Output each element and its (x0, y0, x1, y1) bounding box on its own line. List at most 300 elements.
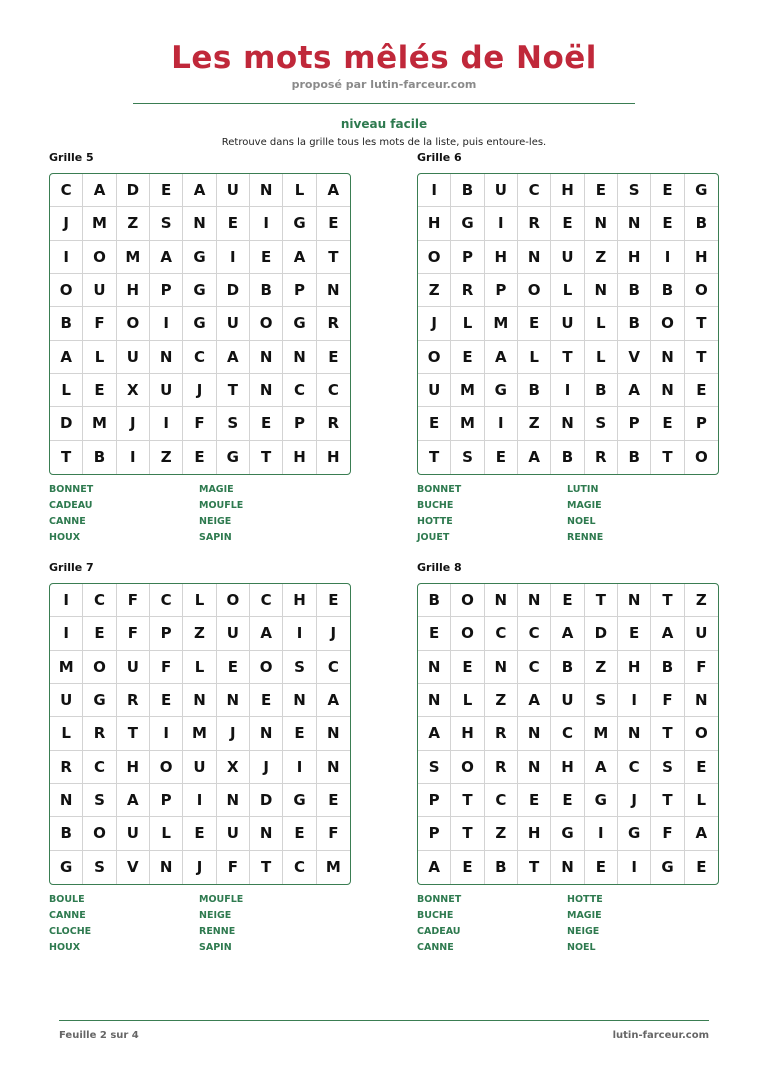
grid-cell[interactable]: M (50, 651, 83, 684)
grid-cell[interactable]: N (317, 717, 350, 750)
grid-cell[interactable]: H (283, 584, 316, 617)
grid-cell[interactable]: P (618, 407, 651, 440)
grid-cell[interactable]: G (618, 817, 651, 850)
grid-cell[interactable]: G (485, 374, 518, 407)
grid-cell[interactable]: U (183, 751, 216, 784)
grid-cell[interactable]: B (618, 274, 651, 307)
grid-cell[interactable]: H (117, 274, 150, 307)
grid-cell[interactable]: A (183, 174, 216, 207)
grid-cell[interactable]: X (117, 374, 150, 407)
grid-cell[interactable]: T (651, 584, 684, 617)
grid-cell[interactable]: P (418, 817, 451, 850)
grid-cell[interactable]: H (518, 817, 551, 850)
grid-cell[interactable]: I (485, 207, 518, 240)
grid-cell[interactable]: I (585, 817, 618, 850)
grid-cell[interactable]: R (50, 751, 83, 784)
grid-cell[interactable]: E (651, 174, 684, 207)
grid-cell[interactable]: M (451, 374, 484, 407)
grid-cell[interactable]: J (183, 851, 216, 884)
grid-cell[interactable]: E (317, 584, 350, 617)
grid-cell[interactable]: E (685, 751, 718, 784)
grid-cell[interactable]: B (83, 441, 116, 474)
grid-cell[interactable]: I (50, 584, 83, 617)
grid-cell[interactable]: F (317, 817, 350, 850)
grid-cell[interactable]: U (117, 817, 150, 850)
grid-cell[interactable]: L (150, 817, 183, 850)
grid-cell[interactable]: C (317, 651, 350, 684)
grid-cell[interactable]: E (183, 817, 216, 850)
grid-cell[interactable]: V (618, 341, 651, 374)
grid-cell[interactable]: E (685, 374, 718, 407)
grid-cell[interactable]: P (150, 617, 183, 650)
grid-cell[interactable]: O (83, 817, 116, 850)
grid-cell[interactable]: O (217, 584, 250, 617)
grid-cell[interactable]: U (551, 307, 584, 340)
grid-cell[interactable]: E (651, 407, 684, 440)
grid-cell[interactable]: U (551, 684, 584, 717)
grid-cell[interactable]: A (117, 784, 150, 817)
grid-cell[interactable]: E (183, 441, 216, 474)
grid-cell[interactable]: F (651, 684, 684, 717)
grid-cell[interactable]: H (451, 717, 484, 750)
grid-cell[interactable]: A (418, 717, 451, 750)
grid-cell[interactable]: N (150, 341, 183, 374)
grid-cell[interactable]: C (183, 341, 216, 374)
grid-cell[interactable]: R (585, 441, 618, 474)
grid-cell[interactable]: E (651, 207, 684, 240)
grid-cell[interactable]: I (150, 307, 183, 340)
grid-cell[interactable]: O (83, 241, 116, 274)
grid-cell[interactable]: B (50, 817, 83, 850)
grid-cell[interactable]: G (50, 851, 83, 884)
grid-cell[interactable]: F (83, 307, 116, 340)
grid-cell[interactable]: L (83, 341, 116, 374)
grid-cell[interactable]: E (451, 851, 484, 884)
grid-cell[interactable]: T (651, 441, 684, 474)
grid-cell[interactable]: E (150, 174, 183, 207)
grid-cell[interactable]: P (485, 274, 518, 307)
grid-cell[interactable]: N (551, 407, 584, 440)
grid-cell[interactable]: R (518, 207, 551, 240)
grid-cell[interactable]: C (518, 174, 551, 207)
grid-cell[interactable]: S (83, 851, 116, 884)
grid-cell[interactable]: R (317, 307, 350, 340)
grid-cell[interactable]: D (117, 174, 150, 207)
grid-cell[interactable]: T (50, 441, 83, 474)
grid-cell[interactable]: H (551, 174, 584, 207)
grid-cell[interactable]: J (250, 751, 283, 784)
grid-cell[interactable]: D (50, 407, 83, 440)
grid-cell[interactable]: P (283, 407, 316, 440)
grid-cell[interactable]: E (518, 784, 551, 817)
grid-cell[interactable]: N (618, 207, 651, 240)
grid-cell[interactable]: N (250, 374, 283, 407)
grid-cell[interactable]: G (183, 274, 216, 307)
grid-cell[interactable]: G (183, 307, 216, 340)
grid-cell[interactable]: L (585, 341, 618, 374)
grid-cell[interactable]: E (451, 341, 484, 374)
grid-cell[interactable]: G (451, 207, 484, 240)
grid-cell[interactable]: E (418, 407, 451, 440)
grid-cell[interactable]: A (83, 174, 116, 207)
grid-cell[interactable]: G (283, 307, 316, 340)
grid-cell[interactable]: C (485, 784, 518, 817)
grid-cell[interactable]: N (317, 751, 350, 784)
grid-cell[interactable]: U (117, 341, 150, 374)
grid-cell[interactable]: P (150, 274, 183, 307)
grid-cell[interactable]: O (250, 307, 283, 340)
grid-cell[interactable]: O (518, 274, 551, 307)
grid-cell[interactable]: B (618, 307, 651, 340)
grid-cell[interactable]: O (451, 617, 484, 650)
grid-cell[interactable]: C (250, 584, 283, 617)
grid-cell[interactable]: T (518, 851, 551, 884)
grid-cell[interactable]: L (551, 274, 584, 307)
grid-cell[interactable]: N (518, 717, 551, 750)
grid-cell[interactable]: G (651, 851, 684, 884)
grid-cell[interactable]: E (618, 617, 651, 650)
grid-cell[interactable]: E (551, 784, 584, 817)
grid-cell[interactable]: Z (485, 817, 518, 850)
grid-cell[interactable]: T (551, 341, 584, 374)
grid-cell[interactable]: O (418, 341, 451, 374)
grid-cell[interactable]: M (585, 717, 618, 750)
grid-cell[interactable]: Z (418, 274, 451, 307)
grid-cell[interactable]: Z (585, 651, 618, 684)
grid-cell[interactable]: V (117, 851, 150, 884)
grid-cell[interactable]: S (451, 441, 484, 474)
grid-cell[interactable]: M (325, 858, 341, 877)
grid-cell[interactable]: T (685, 307, 718, 340)
grid-cell[interactable]: N (317, 274, 350, 307)
grid-cell[interactable]: C (283, 374, 316, 407)
grid-cell[interactable]: B (651, 274, 684, 307)
grid-cell[interactable]: P (418, 784, 451, 817)
grid-cell[interactable]: L (518, 341, 551, 374)
grid-cell[interactable]: H (551, 751, 584, 784)
grid-cell[interactable]: M (485, 307, 518, 340)
grid-cell[interactable]: H (685, 241, 718, 274)
grid-cell[interactable]: T (651, 784, 684, 817)
grid-cell[interactable]: R (317, 407, 350, 440)
grid-cell[interactable]: Z (685, 584, 718, 617)
grid-cell[interactable]: E (283, 817, 316, 850)
grid-cell[interactable]: U (485, 174, 518, 207)
grid-cell[interactable]: C (83, 751, 116, 784)
grid-cell[interactable]: I (150, 717, 183, 750)
grid-cell[interactable]: Z (518, 407, 551, 440)
grid-cell[interactable]: S (585, 407, 618, 440)
grid-cell[interactable]: B (551, 651, 584, 684)
grid-cell[interactable]: L (283, 174, 316, 207)
grid-cell[interactable]: O (117, 307, 150, 340)
grid-cell[interactable]: D (250, 784, 283, 817)
grid-cell[interactable]: G (283, 207, 316, 240)
grid-cell[interactable]: E (83, 374, 116, 407)
grid-cell[interactable]: G (283, 784, 316, 817)
grid-cell[interactable]: A (651, 617, 684, 650)
grid-cell[interactable]: H (327, 448, 340, 467)
grid-cell[interactable]: E (250, 407, 283, 440)
grid-cell[interactable]: R (485, 751, 518, 784)
grid-cell[interactable]: N (618, 717, 651, 750)
grid-cell[interactable]: E (418, 617, 451, 650)
grid-cell[interactable]: P (451, 241, 484, 274)
grid-cell[interactable]: E (217, 651, 250, 684)
grid-cell[interactable]: F (217, 851, 250, 884)
grid-cell[interactable]: B (451, 174, 484, 207)
grid-cell[interactable]: M (451, 407, 484, 440)
grid-cell[interactable]: H (618, 651, 651, 684)
grid-cell[interactable]: A (283, 241, 316, 274)
grid-cell[interactable]: F (150, 651, 183, 684)
grid-cell[interactable]: N (618, 584, 651, 617)
grid-cell[interactable]: B (651, 651, 684, 684)
grid-cell[interactable]: C (485, 617, 518, 650)
grid-cell[interactable]: T (685, 341, 718, 374)
grid-cell[interactable]: N (485, 584, 518, 617)
grid-cell[interactable]: A (418, 851, 451, 884)
grid-cell[interactable]: G (585, 784, 618, 817)
grid-cell[interactable]: M (183, 717, 216, 750)
grid-cell[interactable]: N (150, 851, 183, 884)
grid-cell[interactable]: H (418, 207, 451, 240)
grid-cell[interactable]: L (183, 651, 216, 684)
grid-cell[interactable]: E (83, 617, 116, 650)
grid-cell[interactable]: N (651, 341, 684, 374)
grid-cell[interactable]: N (250, 817, 283, 850)
grid-cell[interactable]: O (250, 651, 283, 684)
grid-cell[interactable]: B (250, 274, 283, 307)
grid-cell[interactable]: G (217, 441, 250, 474)
grid-cell[interactable]: A (217, 341, 250, 374)
grid-cell[interactable]: C (83, 584, 116, 617)
grid-cell[interactable]: O (685, 717, 718, 750)
grid-cell[interactable]: I (183, 784, 216, 817)
grid-cell[interactable]: N (250, 174, 283, 207)
grid-cell[interactable]: E (250, 684, 283, 717)
grid-cell[interactable]: A (150, 241, 183, 274)
grid-cell[interactable]: A (317, 684, 350, 717)
grid-cell[interactable]: U (217, 174, 250, 207)
grid-cell[interactable]: E (451, 651, 484, 684)
grid-cell[interactable]: E (585, 851, 618, 884)
grid-cell[interactable]: N (651, 374, 684, 407)
grid-cell[interactable]: B (518, 374, 551, 407)
grid-cell[interactable]: E (317, 341, 350, 374)
grid-cell[interactable]: D (585, 617, 618, 650)
grid-cell[interactable]: H (283, 441, 316, 474)
grid-cell[interactable]: A (685, 817, 718, 850)
grid-cell[interactable]: Z (585, 241, 618, 274)
grid-cell[interactable]: S (283, 651, 316, 684)
grid-cell[interactable]: T (585, 584, 618, 617)
grid-cell[interactable]: F (117, 617, 150, 650)
grid-cell[interactable]: G (83, 684, 116, 717)
grid-cell[interactable]: E (250, 241, 283, 274)
grid-cell[interactable]: I (618, 684, 651, 717)
grid-cell[interactable]: U (150, 374, 183, 407)
grid-cell[interactable]: N (283, 341, 316, 374)
grid-cell[interactable]: S (83, 784, 116, 817)
grid-cell[interactable]: B (418, 584, 451, 617)
grid-cell[interactable]: I (50, 617, 83, 650)
grid-cell[interactable]: A (518, 684, 551, 717)
grid-cell[interactable]: M (117, 241, 150, 274)
grid-cell[interactable]: L (685, 784, 718, 817)
grid-cell[interactable]: A (50, 341, 83, 374)
grid-cell[interactable]: E (317, 207, 350, 240)
grid-cell[interactable]: E (150, 684, 183, 717)
grid-cell[interactable]: N (217, 684, 250, 717)
grid-cell[interactable]: B (618, 441, 651, 474)
grid-cell[interactable]: C (618, 751, 651, 784)
grid-cell[interactable]: C (518, 617, 551, 650)
grid-cell[interactable]: G (183, 241, 216, 274)
grid-cell[interactable]: C (50, 174, 83, 207)
grid-cell[interactable]: R (485, 717, 518, 750)
grid-cell[interactable]: O (83, 651, 116, 684)
grid-cell[interactable]: S (585, 684, 618, 717)
grid-cell[interactable]: O (150, 751, 183, 784)
grid-cell[interactable]: N (217, 784, 250, 817)
grid-cell[interactable]: J (217, 717, 250, 750)
grid-cell[interactable]: A (618, 374, 651, 407)
grid-cell[interactable]: U (117, 651, 150, 684)
grid-cell[interactable]: B (551, 441, 584, 474)
grid-cell[interactable]: I (618, 851, 651, 884)
grid-cell[interactable]: Z (117, 207, 150, 240)
grid-cell[interactable]: E (551, 207, 584, 240)
grid-cell[interactable]: H (618, 241, 651, 274)
grid-cell[interactable]: B (585, 374, 618, 407)
grid-cell[interactable]: S (618, 174, 651, 207)
grid-cell[interactable]: I (250, 207, 283, 240)
grid-cell[interactable]: O (651, 307, 684, 340)
grid-cell[interactable]: L (451, 307, 484, 340)
grid-cell[interactable]: O (451, 584, 484, 617)
grid-cell[interactable]: I (150, 407, 183, 440)
grid-cell[interactable]: N (418, 651, 451, 684)
grid-cell[interactable]: L (451, 684, 484, 717)
grid-cell[interactable]: C (150, 584, 183, 617)
grid-cell[interactable]: N (250, 341, 283, 374)
grid-cell[interactable]: C (551, 717, 584, 750)
grid-cell[interactable]: E (696, 858, 707, 877)
grid-cell[interactable]: E (217, 207, 250, 240)
grid-cell[interactable]: E (317, 784, 350, 817)
grid-cell[interactable]: N (518, 241, 551, 274)
grid-cell[interactable]: L (50, 374, 83, 407)
grid-cell[interactable]: A (317, 174, 350, 207)
grid-cell[interactable]: L (585, 307, 618, 340)
grid-cell[interactable]: M (83, 207, 116, 240)
grid-cell[interactable]: T (250, 851, 283, 884)
grid-cell[interactable]: P (283, 274, 316, 307)
grid-cell[interactable]: T (651, 717, 684, 750)
grid-cell[interactable]: H (117, 751, 150, 784)
grid-cell[interactable]: P (685, 407, 718, 440)
grid-cell[interactable]: X (217, 751, 250, 784)
grid-cell[interactable]: I (283, 617, 316, 650)
grid-cell[interactable]: E (518, 307, 551, 340)
grid-cell[interactable]: E (551, 584, 584, 617)
grid-cell[interactable]: U (685, 617, 718, 650)
grid-cell[interactable]: M (83, 407, 116, 440)
grid-cell[interactable]: J (317, 617, 350, 650)
grid-cell[interactable]: B (50, 307, 83, 340)
grid-cell[interactable]: T (451, 784, 484, 817)
grid-cell[interactable]: C (283, 851, 316, 884)
grid-cell[interactable]: I (283, 751, 316, 784)
grid-cell[interactable]: N (585, 207, 618, 240)
grid-cell[interactable]: J (418, 307, 451, 340)
grid-cell[interactable]: S (418, 751, 451, 784)
grid-cell[interactable]: E (485, 441, 518, 474)
grid-cell[interactable]: T (317, 241, 350, 274)
grid-cell[interactable]: J (117, 407, 150, 440)
grid-cell[interactable]: Z (150, 441, 183, 474)
grid-cell[interactable]: I (651, 241, 684, 274)
grid-cell[interactable]: F (117, 584, 150, 617)
grid-cell[interactable]: S (651, 751, 684, 784)
grid-cell[interactable]: A (551, 617, 584, 650)
grid-cell[interactable]: I (50, 241, 83, 274)
grid-cell[interactable]: C (317, 374, 350, 407)
grid-cell[interactable]: O (451, 751, 484, 784)
grid-cell[interactable]: B (685, 207, 718, 240)
grid-cell[interactable]: S (150, 207, 183, 240)
grid-cell[interactable]: J (50, 207, 83, 240)
grid-cell[interactable]: L (183, 584, 216, 617)
grid-cell[interactable]: I (117, 441, 150, 474)
grid-cell[interactable]: N (183, 684, 216, 717)
grid-cell[interactable]: R (451, 274, 484, 307)
grid-cell[interactable]: C (518, 651, 551, 684)
grid-cell[interactable]: R (83, 717, 116, 750)
grid-cell[interactable]: U (83, 274, 116, 307)
grid-cell[interactable]: F (183, 407, 216, 440)
grid-cell[interactable]: F (651, 817, 684, 850)
grid-cell[interactable]: U (217, 617, 250, 650)
grid-cell[interactable]: G (685, 174, 718, 207)
grid-cell[interactable]: T (451, 817, 484, 850)
grid-cell[interactable]: J (618, 784, 651, 817)
grid-cell[interactable]: R (117, 684, 150, 717)
grid-cell[interactable]: O (50, 274, 83, 307)
grid-cell[interactable]: F (685, 651, 718, 684)
grid-cell[interactable]: G (551, 817, 584, 850)
grid-cell[interactable]: N (485, 651, 518, 684)
grid-cell[interactable]: O (685, 274, 718, 307)
grid-cell[interactable]: T (418, 441, 451, 474)
grid-cell[interactable]: A (518, 441, 551, 474)
grid-cell[interactable]: U (217, 817, 250, 850)
grid-cell[interactable]: J (183, 374, 216, 407)
grid-cell[interactable]: E (283, 717, 316, 750)
grid-cell[interactable]: U (50, 684, 83, 717)
grid-cell[interactable]: E (585, 174, 618, 207)
grid-cell[interactable]: I (418, 174, 451, 207)
grid-cell[interactable]: U (418, 374, 451, 407)
grid-cell[interactable]: N (418, 684, 451, 717)
grid-cell[interactable]: H (485, 241, 518, 274)
grid-cell[interactable]: A (485, 341, 518, 374)
grid-cell[interactable]: N (585, 274, 618, 307)
grid-cell[interactable]: S (217, 407, 250, 440)
grid-cell[interactable]: Z (485, 684, 518, 717)
grid-cell[interactable]: I (217, 241, 250, 274)
